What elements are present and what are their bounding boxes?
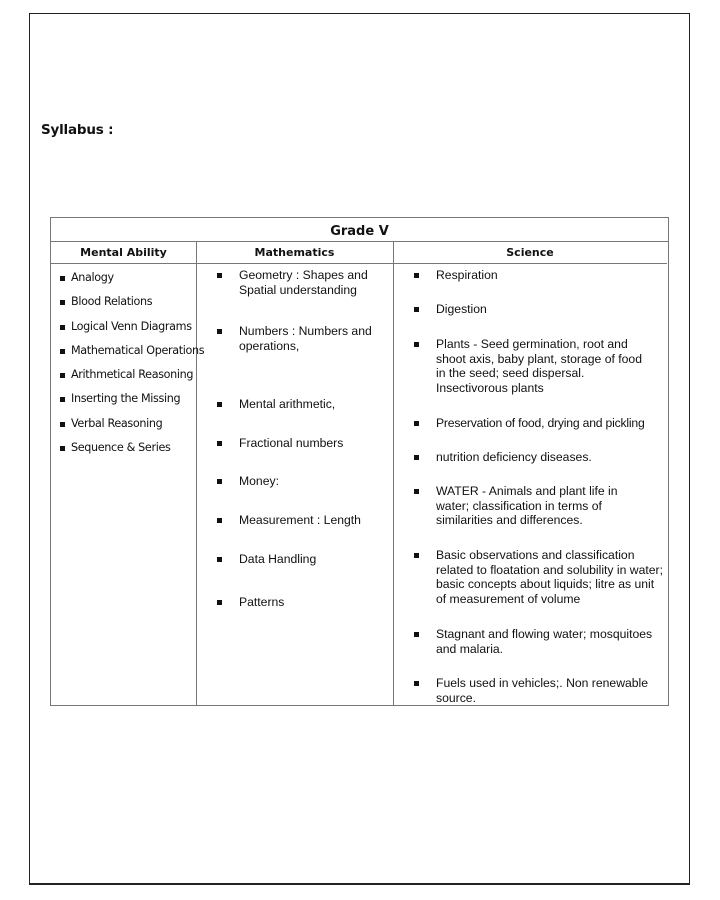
bullet-icon	[60, 300, 65, 305]
list-item: Basic observations and classification related to floatation and solubility in water; basic concepts about liquids; litre as unit of measurement of volume	[414, 548, 666, 606]
list-item: WATER - Animals and plant life in water; classification in terms of similarities and differences.	[414, 484, 638, 528]
bullet-icon	[217, 557, 222, 562]
list-item: nutrition deficiency diseases.	[414, 450, 666, 465]
bullet-icon	[414, 307, 419, 312]
list-item: Fractional numbers	[217, 436, 389, 451]
list-item: Mental arithmetic,	[217, 397, 389, 412]
bullet-icon	[217, 329, 222, 334]
bullet-icon	[414, 455, 419, 460]
list-item: Money:	[217, 474, 389, 489]
bullet-icon	[217, 402, 222, 407]
bullet-icon	[60, 422, 65, 427]
list-item: Measurement : Length	[217, 513, 389, 528]
bullet-icon	[414, 681, 419, 686]
bullet-icon	[60, 446, 65, 451]
bullet-icon	[217, 518, 222, 523]
bullet-icon	[414, 632, 419, 637]
bullet-icon	[60, 276, 65, 281]
list-item: Geometry : Shapes and Spatial understanding	[217, 268, 389, 297]
list-item: Respiration	[414, 268, 666, 283]
grade-title: Grade V	[51, 218, 668, 242]
list-item: Numbers : Numbers and operations,	[217, 324, 389, 353]
syllabus-heading: Syllabus :	[41, 122, 114, 138]
bullet-icon	[217, 273, 222, 278]
bullet-icon	[414, 342, 419, 347]
list-item: Logical Venn Diagrams	[60, 320, 195, 335]
column-header-science: Science	[393, 242, 667, 264]
column-divider	[196, 242, 197, 705]
list-item: Fuels used in vehicles;. Non renewable source.	[414, 676, 666, 705]
column-header-mathematics: Mathematics	[196, 242, 393, 264]
list-item: Verbal Reasoning	[60, 417, 195, 432]
bullet-icon	[60, 325, 65, 330]
list-item: Sequence & Series	[60, 441, 195, 456]
list-item: Preservation of food, drying and pickling	[414, 416, 668, 431]
bullet-icon	[414, 489, 419, 494]
list-item: Blood Relations	[60, 295, 195, 310]
bullet-icon	[60, 349, 65, 354]
bullet-icon	[217, 479, 222, 484]
list-item: Arithmetical Reasoning	[60, 368, 195, 383]
column-divider	[393, 242, 394, 705]
list-item: Inserting the Missing	[60, 392, 195, 407]
bullet-icon	[217, 600, 222, 605]
list-item: Plants - Seed germination, root and shoot axis, baby plant, storage of food in the seed; seed dispersal. Insectivorous plants	[414, 337, 648, 395]
bullet-icon	[414, 273, 419, 278]
bullet-icon	[217, 441, 222, 446]
list-item: Analogy	[60, 271, 195, 286]
bullet-icon	[414, 553, 419, 558]
list-item: Patterns	[217, 595, 389, 610]
list-item: Stagnant and flowing water; mosquitoes and malaria.	[414, 627, 666, 656]
bullet-icon	[414, 421, 419, 426]
list-item: Digestion	[414, 302, 666, 317]
list-item: Mathematical Operations	[60, 344, 195, 359]
syllabus-table	[50, 217, 669, 706]
bullet-icon	[60, 373, 65, 378]
column-header-mental-ability: Mental Ability	[51, 242, 196, 264]
bullet-icon	[60, 397, 65, 402]
list-item: Data Handling	[217, 552, 389, 567]
